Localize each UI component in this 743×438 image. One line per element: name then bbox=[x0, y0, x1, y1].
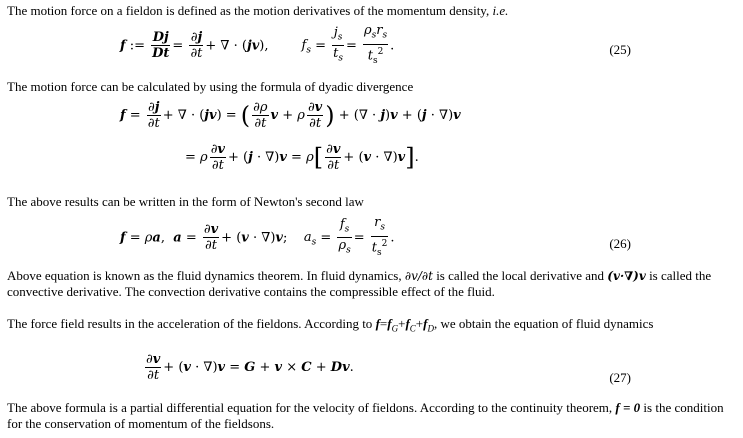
paragraph-force-field: The force field results in the acceleration of the fieldons. According to $f=f_G+f_C+f_D$, we obtain the equation of fluid dynamics bbox=[7, 316, 654, 334]
equation-number-27: (27) bbox=[609, 370, 631, 385]
equation-27: $\frac{\partial v}{\partial t}$ + (v · ∇)v = G + v × C + Dv. bbox=[146, 352, 354, 383]
equation-number-25: (25) bbox=[609, 42, 631, 57]
paragraph-motion-force-definition: The motion force on a fieldon is defined as the motion derivatives of the momentum density, i.e. bbox=[7, 3, 509, 18]
equation-25: f := $\frac{Dj}{Dt}$ = $\frac{\partial j}{\partial t}$ + ∇ · (jv), $f_s$ = $\frac{j_s}{t_s}$ = $\frac{\rho_sr_s}{t_s^2}$ . bbox=[120, 23, 395, 66]
equation-number-26: (26) bbox=[609, 236, 631, 251]
paragraph-fluid-dynamics-theorem: Above equation is known as the fluid dynamics theorem. In fluid dynamics, ∂v/∂t is called the local derivative and (v·∇)v is called the convective derivative. The convection derivative contains the compressible effect of the fluid. bbox=[7, 268, 712, 299]
paragraph-pde-velocity: The above formula is a partial differential equation for the velocity of fieldons. According to the continuity theorem, f = 0 is the condition for the conservation of momentum of the fieldsons. bbox=[7, 400, 724, 431]
equation-26: f = ρa, a = $\frac{\partial v}{\partial t}$ + (v · ∇)v; $a_s$ = $\frac{f_s}{\rho_s}$ = $\frac{r_s}{t_s^2}$ . bbox=[120, 215, 395, 258]
equation-expansion-line2: = ρ $\frac{\partial v}{\partial t}$ + (j · ∇)v = ρ[ $\frac{\partial v}{\partial t}$ + (v · ∇)v]. bbox=[185, 142, 419, 173]
equation-expansion-line1: f = $\frac{\partial j}{\partial t}$ + ∇ · (jv) = ( $\frac{\partial\rho}{\partial t}$ v + ρ $\frac{\partial v}{\partial t}$ ) + (∇ · j)v + (j · ∇)v bbox=[120, 100, 461, 131]
force-decomposition-inline: f bbox=[375, 316, 380, 331]
paragraph-dyadic-divergence: The motion force can be calculated by using the formula of dyadic divergence bbox=[7, 79, 414, 94]
paragraph-newton-second-law: The above results can be written in the form of Newton's second law bbox=[7, 194, 364, 209]
